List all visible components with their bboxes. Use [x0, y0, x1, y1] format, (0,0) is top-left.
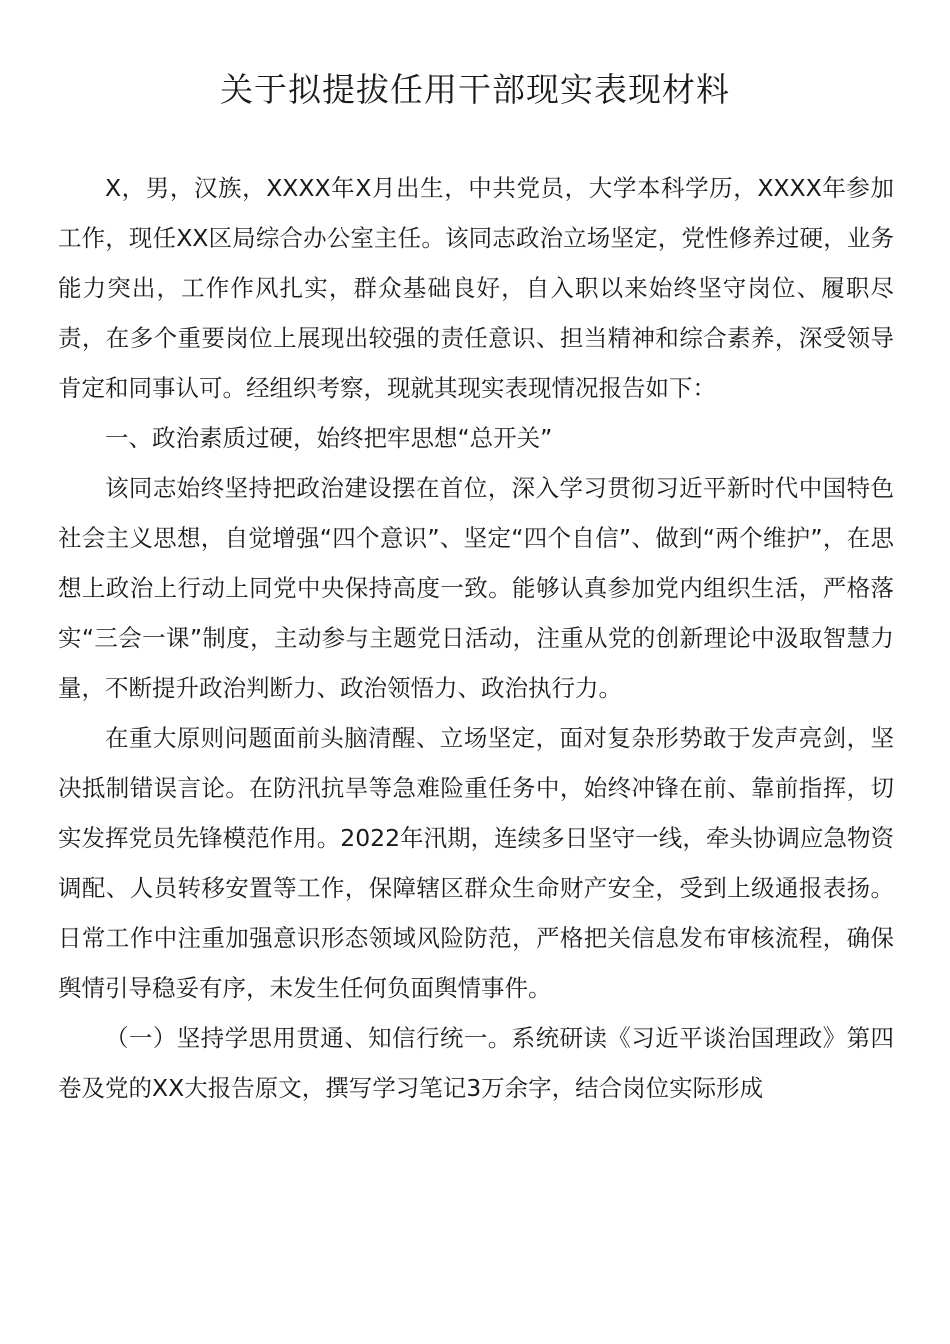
section-paragraph-1: 该同志始终坚持把政治建设摆在首位，深入学习贯彻习近平新时代中国特色社会主义思想，自觉增强“四个意识”、坚定“四个自信”、做到“两个维护”，在思想上政治上行动上同党中央保持高度一致。能够认真参加党内组织生活，严格落实“三会一课”制度，主动参与主题党日活动，注重从党的创新理论中汲取智慧力量，不断提升政治判断力、政治领悟力、政治执行力。: [58, 474, 894, 702]
section-paragraph-2: 在重大原则问题面前头脑清醒、立场坚定，面对复杂形势敢于发声亮剑，坚决抵制错误言论。在防汛抗旱等急难险重任务中，始终冲锋在前、靠前指挥，切实发挥党员先锋模范作用。2022年汛期，连续多日坚守一线，牵头协调应急物资调配、人员转移安置等工作，保障辖区群众生命财产安全，受到上级通报表扬。日常工作中注重加强意识形态领域风险防范，严格把关信息发布审核流程，确保舆情引导稳妥有序，未发生任何负面舆情事件。: [58, 724, 894, 1002]
document-body: [58, 163, 894, 1113]
document-title: 关于拟提拔任用干部现实表现材料: [220, 70, 730, 109]
section-heading: 一、政治素质过硬，始终把牢思想“总开关”: [105, 424, 553, 452]
intro-paragraph: X，男，汉族，XXXX年X月出生，中共党员，大学本科学历，XXXX年参加工作，现任XX区局综合办公室主任。该同志政治立场坚定，党性修养过硬，业务能力突出，工作作风扎实，群众基础良好，自入职以来始终坚守岗位、履职尽责，在多个重要岗位上展现出较强的责任意识、担当精神和综合素养，深受领导肯定和同事认可。经组织考察，现就其现实表现情况报告如下：: [58, 174, 894, 402]
section-paragraph-3: （一）坚持学思用贯通、知信行统一。系统研读《习近平谈治国理政》第四卷及党的XX大报告原文，撰写学习笔记3万余字，结合岗位实际形成: [58, 1024, 894, 1102]
